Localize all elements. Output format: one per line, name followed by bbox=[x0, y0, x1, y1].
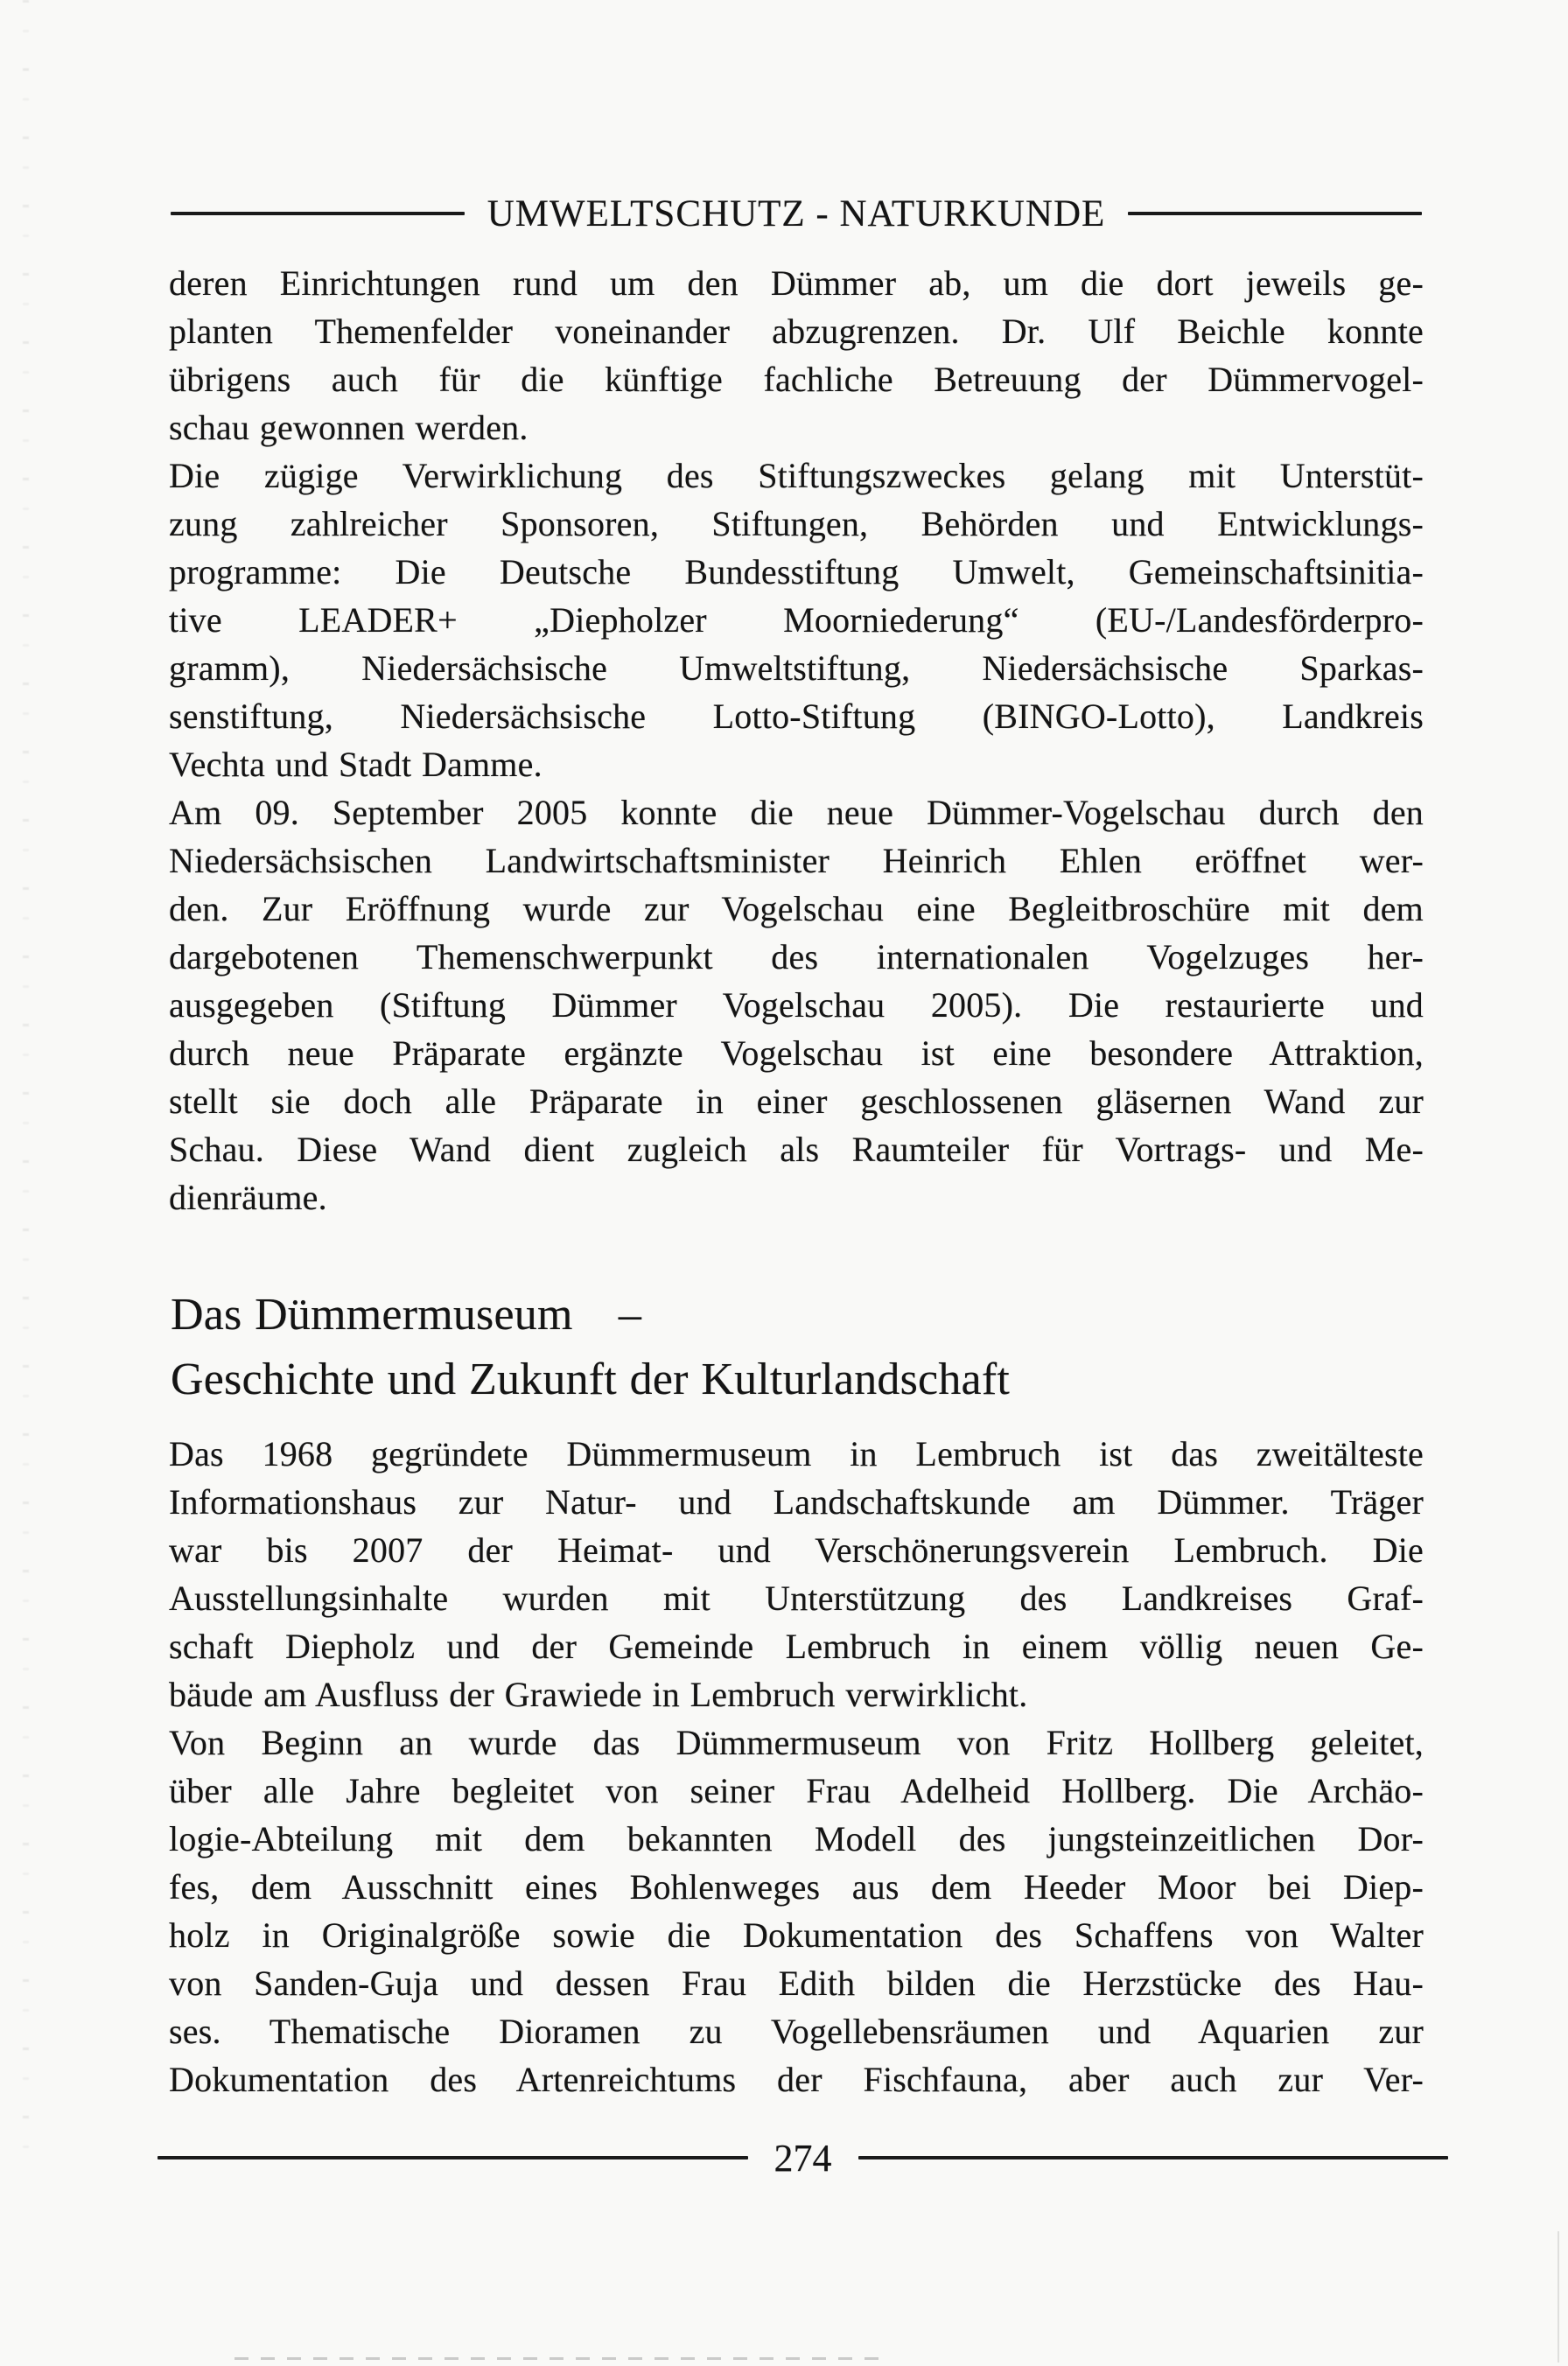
scan-bottom-artifact bbox=[234, 2357, 882, 2360]
text-line: schaft Diepholz und der Gemeinde Lembruch in einem völlig neuen Ge- bbox=[169, 1627, 1424, 1666]
text-line: gramm), Niedersächsische Umweltstiftung, Niedersächsische Sparkas- bbox=[169, 648, 1424, 688]
text-line: Ausstellungsinhalte wurden mit Unterstützung des Landkreises Graf- bbox=[169, 1578, 1424, 1618]
text-line: schau gewonnen werden. bbox=[169, 408, 528, 447]
text-line: Von Beginn an wurde das Dümmermuseum von Fritz Hollberg geleitet, bbox=[169, 1723, 1424, 1762]
running-header-title: UMWELTSCHUTZ - NATURKUNDE bbox=[486, 192, 1106, 234]
text-line: Am 09. September 2005 konnte die neue Dümmer-Vogelschau durch den bbox=[169, 793, 1424, 832]
text-line: über alle Jahre begleitet von seiner Frau Adelheid Hollberg. Die Archäo- bbox=[169, 1771, 1424, 1810]
text-line: dargebotenen Themenschwerpunkt des internationalen Vogelzuges her- bbox=[169, 937, 1424, 976]
text-line: zung zahlreicher Sponsoren, Stiftungen, Behörden und Entwicklungs- bbox=[169, 504, 1424, 543]
text-line: Schau. Diese Wand dient zugleich als Raumteiler für Vortrags- und Me- bbox=[169, 1130, 1424, 1169]
text-line: ausgegeben (Stiftung Dümmer Vogelschau 2005). Die restaurierte und bbox=[169, 985, 1424, 1025]
text-line: Die zügige Verwirklichung des Stiftungszweckes gelang mit Unterstüt- bbox=[169, 456, 1424, 495]
text-line: Vechta und Stadt Damme. bbox=[169, 745, 542, 784]
scan-edge-artifact bbox=[1558, 2231, 1559, 2362]
text-line: fes, dem Ausschnitt eines Bohlenweges aus dem Heeder Moor bei Diep- bbox=[169, 1867, 1424, 1907]
text-line: Informationshaus zur Natur- und Landschaftskunde am Dümmer. Träger bbox=[169, 1482, 1424, 1522]
paragraph bbox=[169, 452, 1424, 788]
heading-line: Geschichte und Zukunft der Kulturlandschaft bbox=[171, 1354, 1010, 1404]
text-line: übrigens auch für die künftige fachliche Betreuung der Dümmervogel- bbox=[169, 360, 1424, 399]
scan-gutter-artifact bbox=[23, 0, 29, 2170]
heading-line: Das Dümmermuseum – bbox=[171, 1290, 642, 1340]
text-line: Niedersächsischen Landwirtschaftsminister Heinrich Ehlen eröffnet wer- bbox=[169, 841, 1424, 880]
text-line: Das 1968 gegründete Dümmermuseum in Lembruch ist das zweitälteste bbox=[169, 1434, 1424, 1474]
text-line: holz in Originalgröße sowie die Dokumentation des Schaffens von Walter bbox=[169, 1915, 1424, 1955]
text-line: war bis 2007 der Heimat- und Verschönerungsverein Lembruch. Die bbox=[169, 1530, 1424, 1570]
running-header bbox=[171, 191, 1422, 236]
text-line: programme: Die Deutsche Bundesstiftung Umwelt, Gemeinschaftsinitia- bbox=[169, 552, 1424, 592]
text-line: planten Themenfelder voneinander abzugrenzen. Dr. Ulf Beichle konnte bbox=[169, 312, 1424, 351]
text-line: stellt sie doch alle Präparate in einer geschlossenen gläsernen Wand zur bbox=[169, 1082, 1424, 1121]
text-line: dienräume. bbox=[169, 1178, 327, 1217]
text-line: durch neue Präparate ergänzte Vogelschau ist eine besondere Attraktion, bbox=[169, 1033, 1424, 1073]
text-line: den. Zur Eröffnung wurde zur Vogelschau eine Begleitbroschüre mit dem bbox=[169, 889, 1424, 928]
page-number: 274 bbox=[774, 2136, 832, 2180]
footer-rule-left bbox=[158, 2156, 748, 2160]
header-rule-left bbox=[171, 212, 465, 215]
text-line: tive LEADER+ „Diepholzer Moorniederung“ (EU-/Landesförderpro- bbox=[169, 600, 1424, 640]
section-heading bbox=[171, 1283, 1424, 1412]
text-line: bäude am Ausfluss der Grawiede in Lembruch verwirklicht. bbox=[169, 1675, 1028, 1714]
text-line: logie-Abteilung mit dem bekannten Modell des jungsteinzeitlichen Dor- bbox=[169, 1819, 1424, 1858]
paragraph bbox=[169, 259, 1424, 452]
paragraph bbox=[169, 1718, 1424, 2104]
text-line: deren Einrichtungen rund um den Dümmer ab, um die dort jeweils ge- bbox=[169, 263, 1424, 303]
text-line: Dokumentation des Artenreichtums der Fischfauna, aber auch zur Ver- bbox=[169, 2060, 1424, 2099]
footer-rule-right bbox=[858, 2156, 1449, 2160]
text-block bbox=[169, 259, 1424, 2104]
text-line: senstiftung, Niedersächsische Lotto-Stiftung (BINGO-Lotto), Landkreis bbox=[169, 696, 1424, 736]
page-footer bbox=[158, 2133, 1448, 2182]
header-rule-right bbox=[1128, 212, 1422, 215]
paragraph bbox=[169, 788, 1424, 1222]
text-line: von Sanden-Guja und dessen Frau Edith bilden die Herzstücke des Hau- bbox=[169, 1964, 1424, 2003]
text-line: ses. Thematische Dioramen zu Vogellebensräumen und Aquarien zur bbox=[169, 2012, 1424, 2051]
paragraph bbox=[169, 1430, 1424, 1718]
